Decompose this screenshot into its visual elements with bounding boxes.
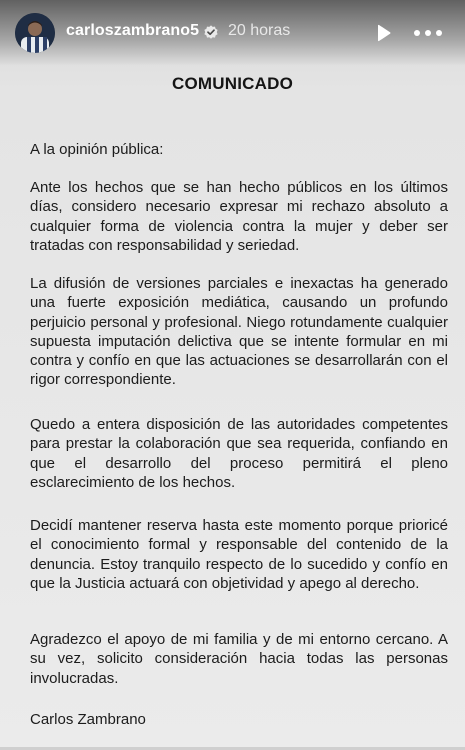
story-timestamp: 20 horas (228, 22, 291, 39)
paragraph-4: Decidí mantener reserva hasta este momento porque prioricé el conocimiento formal y responsable del contenido de la denuncia. Estoy tranquilo respecto de lo sucedido y confío en que la Justicia actuará con objetividad y apego al derecho. (30, 517, 448, 592)
profile-avatar-icon[interactable] (15, 13, 55, 53)
document-title: COMUNICADO (172, 74, 293, 93)
paragraph-3: Quedo a entera disposición de las autoridades competentes para prestar la colaboración que sea requerida, confiando en que el desarrollo del proceso permitirá el pleno esclarecimiento de los hechos. (30, 416, 448, 491)
salutation: A la opinión pública: (30, 141, 164, 158)
play-icon[interactable] (373, 23, 393, 43)
paragraph-1: Ante los hechos que se han hecho públicos en los últimos días, considero necesario expresar mi rechazo absoluto a cualquier forma de violencia contra la mujer y deber ser tratadas con responsabilidad y seriedad. (30, 179, 448, 254)
signature: Carlos Zambrano (30, 711, 146, 728)
verified-badge-icon (203, 24, 219, 40)
paragraph-2: La difusión de versiones parciales e inexactas ha generado una fuerte exposición mediática, causando un profundo perjuicio personal y profesional. Niego rotundamente cualquier supuesta imputación delictiva que se intente formular en mi contra y confío en que las actuaciones se desarrollarán con el rigor correspondiente. (30, 275, 448, 389)
paragraph-5: Agradezco el apoyo de mi familia y de mi entorno cercano. A su vez, solicito consideración hacia todas las personas involucradas. (30, 631, 448, 687)
avatar-image (15, 13, 55, 53)
story-header (0, 0, 465, 66)
username[interactable]: carloszambrano5 (66, 22, 200, 39)
more-options-icon[interactable] (413, 25, 443, 41)
